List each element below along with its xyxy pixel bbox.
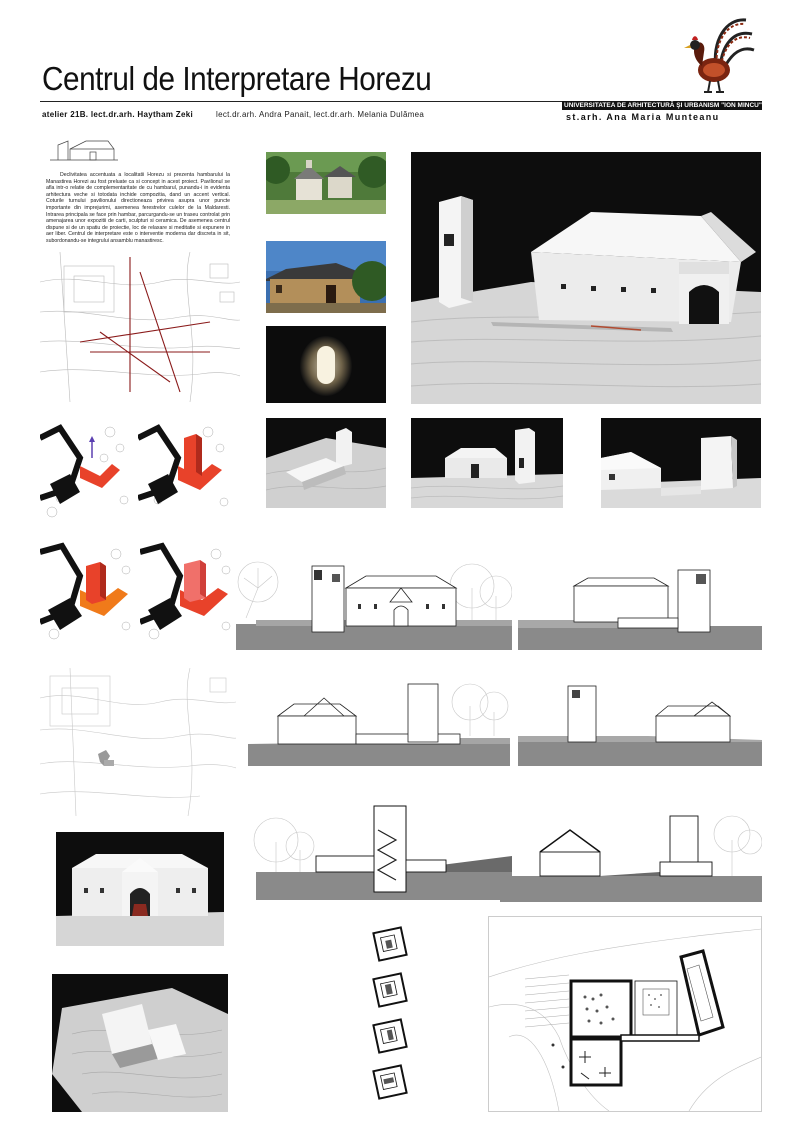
university-name: UNIVERSITATEA DE ARHITECTURĂ ŞI URBANISM "ION MINCU" [564,102,762,109]
diagram-volume-4 [140,540,236,644]
monastery-photo [266,152,386,214]
section-stair-tower [236,800,512,900]
model-front-photo [411,418,563,508]
elevation-side [518,556,762,650]
barn-sketch [48,135,120,165]
section-barn-left [248,676,510,766]
section-barn-tower [500,806,762,902]
tower-plan-2 [372,972,408,1008]
tutors-credit: lect.dr.arh. Andra Panait, lect.dr.arh. Melania Dulămea [216,110,425,119]
model-top-photo [266,418,386,508]
ground-floor-plan [488,916,762,1112]
diagram-volume-3 [40,540,136,644]
atelier-credit: atelier 21B. lect.dr.arh. Haytham Zeki [42,110,194,119]
diagram-volume-2 [138,418,234,520]
project-description: Declivitatea accentuata a localitatii Horezu si prezenta hambarului la Manastirea Horezi au fost preluate ca si concept in acest proiect. Pavilionul se afla intr-o relatie de complementaritate de cu hambarul, punandu-i in evidenta arhitectura veche si totodata inchide compozitia, dand un accent vertical. Coturile turnului pavilionului directioneaza privirea asupra unor puncte importante din imprejurimi, asemenea ferestrelor culelor de la Maldaresti. Intrarea principala se face prin hambar, parcurgandu-se un traseu controlat prin amenajarea unor expozitii de carti, sculpturi si ceramica. De asemenea centrul dispune si de un spatiu de proiectie, loc de relaxare si meditatie si expunere in aer liber. Centrul de interpretare este o interventie moderna dar discreta in sit, subordonandu-se integrului ansamblu manastiresc. [46,172,230,244]
rooster-logo-icon [676,10,758,96]
window-photo [266,326,386,403]
elevation-front [236,548,512,650]
model-side-photo [601,418,761,508]
model-aerial-photo [52,974,228,1112]
model-entrance-photo [56,832,224,946]
diagram-volume-1 [40,418,134,520]
barn-photo [266,241,386,313]
page-title: Centrul de Interpretare Horezu [42,60,432,97]
site-plan-axes [40,252,240,402]
student-name: st.arh. Ana Maria Munteanu [566,112,720,122]
main-model-photo [411,152,761,404]
tower-plan-4 [372,1064,408,1100]
tower-plan-1 [372,926,408,962]
tower-plan-3 [372,1018,408,1054]
section-tower-right [518,676,762,766]
site-plan-context [40,668,236,816]
